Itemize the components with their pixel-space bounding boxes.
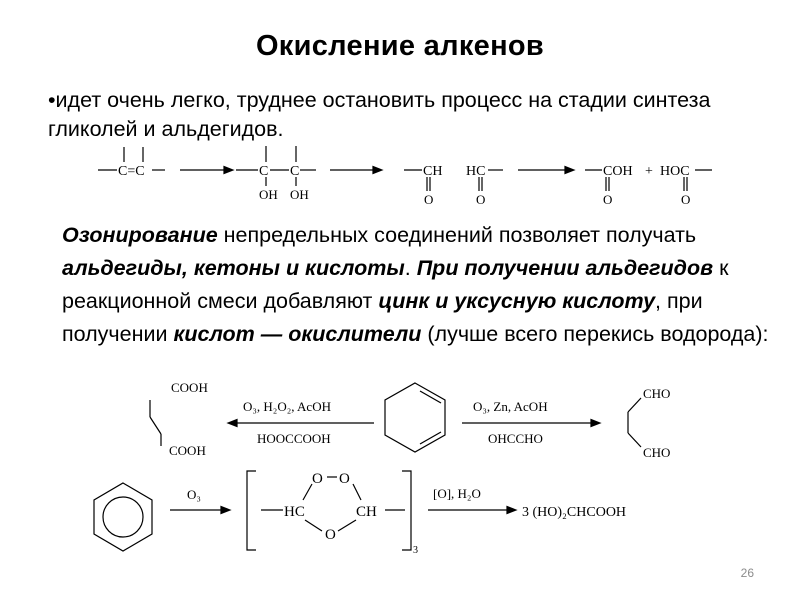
slide-number: 26 bbox=[740, 566, 754, 580]
arrowhead bbox=[591, 420, 600, 427]
product-label: 3 (HO)₂CHCOOH bbox=[522, 505, 627, 520]
bullet-marker: • bbox=[48, 88, 56, 112]
oxygen-label: O bbox=[424, 192, 434, 207]
emphasis-text: кислот — окислители bbox=[173, 322, 422, 346]
arrowhead bbox=[565, 167, 574, 174]
emphasis-text: цинк и уксусную кислоту bbox=[378, 289, 656, 313]
reagents-label: O₃, Zn, AcOH bbox=[473, 399, 548, 414]
subscript-label: 3 bbox=[413, 545, 418, 556]
bullet-text: идет очень легко, труднее остановить процесс на стадии синтеза гликолей и альдегидов. bbox=[48, 88, 711, 141]
carboxyl-label: COOH bbox=[169, 443, 206, 458]
oxygen-label: O bbox=[339, 471, 350, 487]
acid-label: COH bbox=[603, 164, 633, 179]
oxygen-label: O bbox=[603, 192, 613, 207]
bond-line bbox=[150, 417, 161, 434]
bond-line bbox=[303, 484, 312, 500]
bond-line bbox=[305, 520, 322, 531]
byproduct-label: HOOCCOOH bbox=[257, 431, 331, 446]
reagents-label: O₃, H₂O₂, AcOH bbox=[243, 399, 331, 414]
oxygen-label: O bbox=[476, 192, 486, 207]
oxygen-label: O bbox=[312, 471, 323, 487]
byproduct-label: OHCCHO bbox=[488, 431, 543, 446]
arrowhead bbox=[507, 507, 516, 514]
paragraph-text: непредельных соединений позволяет получать bbox=[217, 223, 697, 247]
aldehyde-label: CHO bbox=[643, 386, 671, 401]
hydroxyl-label: OH bbox=[259, 187, 278, 202]
alkene-label: C=C bbox=[118, 164, 145, 179]
acid-label: HOC bbox=[660, 164, 690, 179]
slide-title: Окисление алкенов bbox=[255, 30, 545, 62]
emphasis-text: альдегиды, кетоны и кислоты bbox=[62, 256, 405, 280]
hydroxyl-label: OH bbox=[290, 187, 309, 202]
bracket-left bbox=[247, 471, 256, 550]
ozonation-paragraph bbox=[62, 219, 782, 351]
carbon-label: HC bbox=[284, 504, 305, 520]
paragraph-text: (лучше всего перекись водорода): bbox=[421, 322, 769, 346]
bond-line bbox=[628, 433, 641, 447]
aldehyde-label: CHO bbox=[643, 445, 671, 460]
bond-line bbox=[628, 398, 641, 412]
double-bond-line bbox=[420, 432, 441, 444]
carbon-label: CH bbox=[356, 504, 377, 520]
arrowhead bbox=[228, 420, 237, 427]
plus-sign: + bbox=[645, 164, 653, 179]
paragraph-text: к реакционной смеси добавляют bbox=[62, 256, 729, 313]
emphasis-text: Озонирование bbox=[62, 223, 218, 247]
reagent-label: [O], H₂O bbox=[433, 486, 481, 501]
carboxyl-label: COOH bbox=[171, 380, 208, 395]
aldehyde-label: HC bbox=[466, 164, 486, 179]
arrowhead bbox=[224, 167, 233, 174]
cyclohexadiene-ring bbox=[385, 383, 445, 452]
aldehyde-label: CH bbox=[423, 164, 443, 179]
emphasis-text: При получении альдегидов bbox=[416, 256, 714, 280]
bond-line bbox=[338, 520, 356, 531]
bond-line bbox=[353, 484, 361, 500]
oxygen-label: O bbox=[681, 192, 691, 207]
aromatic-circle bbox=[103, 497, 143, 537]
arrowhead bbox=[373, 167, 382, 174]
oxygen-label: O bbox=[325, 527, 336, 543]
reagent-label: O₃ bbox=[187, 487, 201, 502]
glycol-carbon-label: C bbox=[259, 164, 269, 179]
arrowhead bbox=[221, 507, 230, 514]
paragraph-text: . bbox=[404, 256, 417, 280]
paragraph-text: , при получении bbox=[62, 289, 703, 346]
double-bond-line bbox=[420, 391, 441, 403]
glycol-carbon-label: C bbox=[290, 164, 300, 179]
